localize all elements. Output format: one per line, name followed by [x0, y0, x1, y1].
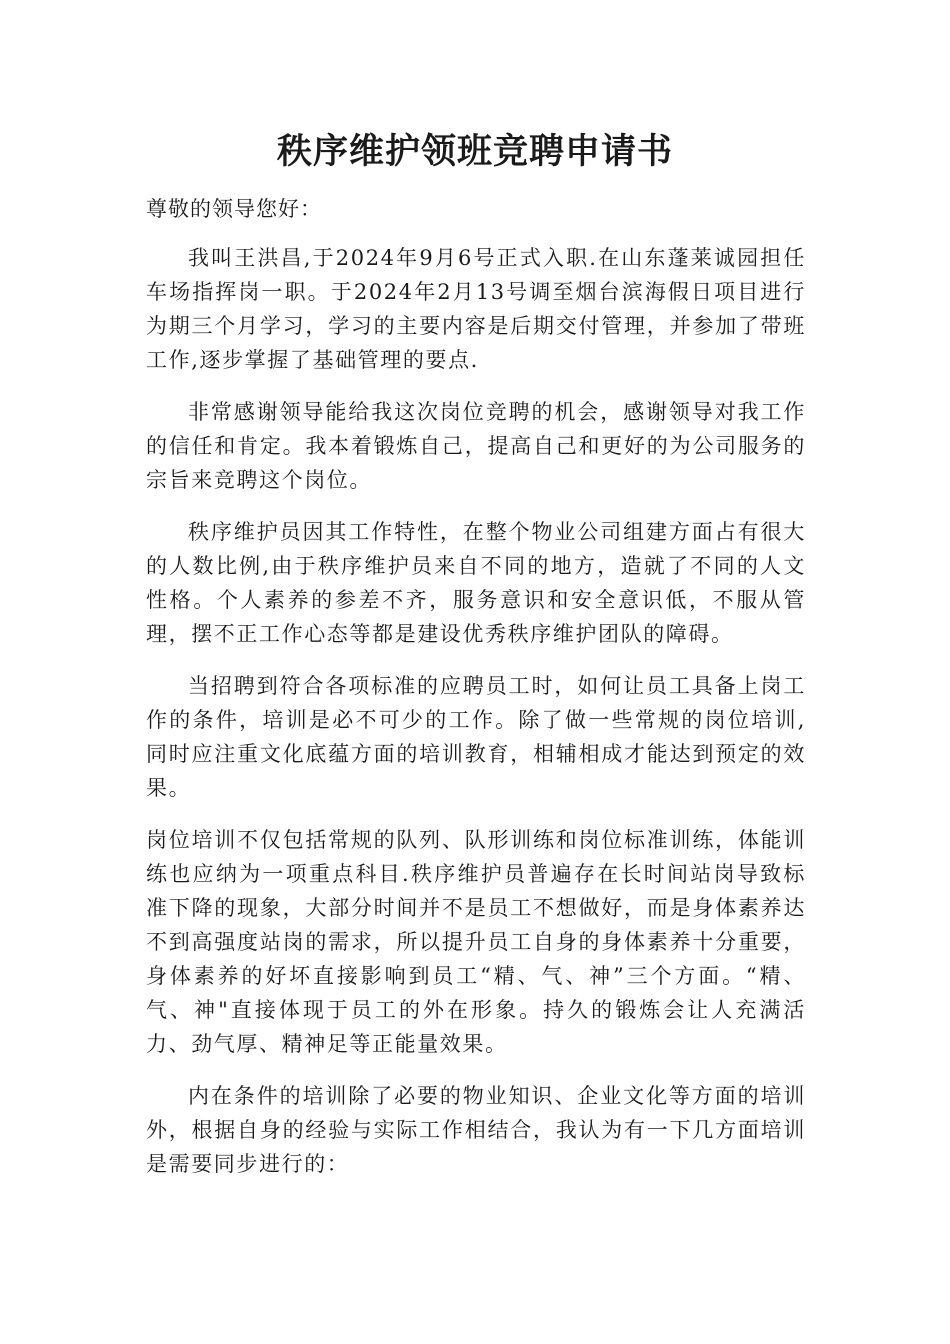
document-body [146, 193, 806, 1199]
paragraph-internal-training: 内在条件的培训除了必要的物业知识、企业文化等方面的培训外，根据自身的经验与实际工作相结合，我认为有一下几方面培训是需要同步进行的： [146, 1084, 806, 1176]
document-title: 秩序维护领班竞聘申请书 [276, 131, 673, 172]
paragraph-intro: 我叫王洪昌,于2024年9月6号正式入职.在山东蓬莱诚园担任车场指挥岗一职。于2024年2月13号调至烟台滨海假日项目进行为期三个月学习，学习的主要内容是后期交付管理，并参加了带班工作,逐步掌握了基础管理的要点. [146, 246, 806, 372]
paragraph-thanks: 非常感谢领导能给我这次岗位竞聘的机会，感谢领导对我工作的信任和肯定。我本着锻炼自己，提高自己和更好的为公司服务的宗旨来竞聘这个岗位。 [146, 400, 806, 492]
paragraph-staff-traits: 秩序维护员因其工作特性，在整个物业公司组建方面占有很大的人数比例,由于秩序维护员来自不同的地方，造就了不同的人文性格。个人素养的参差不齐，服务意识和安全意识低，不服从管理，摆不正工作心态等都是建设优秀秩序维护团队的障碍。 [146, 520, 806, 646]
paragraph-post-training: 岗位培训不仅包括常规的队列、队形训练和岗位标准训练，体能训练也应纳为一项重点科目.秩序维护员普遍存在长时间站岗导致标准下降的现象，大部分时间并不是员工不想做好，而是身体素养达不到高强度站岗的需求，所以提升员工自身的身体素养十分重要，身体素养的好坏直接影响到员工“精、气、神”三个方面。“精、气、神"直接体现于员工的外在形象。持久的锻炼会让人充满活力、劲气厚、精神足等正能量效果。 [146, 828, 806, 1056]
greeting-line: 尊敬的领导您好： [146, 197, 322, 221]
paragraph-recruitment-training: 当招聘到符合各项标准的应聘员工时，如何让员工具备上岗工作的条件，培训是必不可少的工作。除了做一些常规的岗位培训,同时应注重文化底蕴方面的培训教育，相辅相成才能达到预定的效果。 [146, 674, 806, 800]
